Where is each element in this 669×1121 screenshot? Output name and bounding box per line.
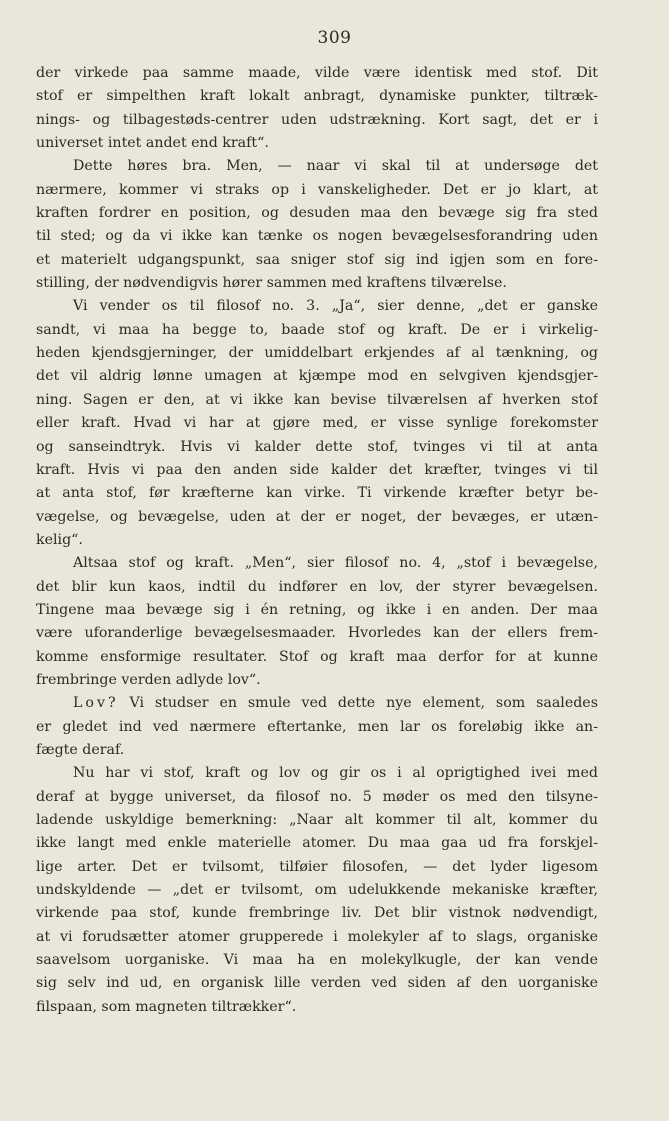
- text-line: at vi forudsætter atomer grupperede i molekyler af to slags, organiske: [36, 928, 598, 945]
- text-line: sig selv ind ud, en organisk lille verden ved siden af den uorganiske: [36, 975, 598, 992]
- text-line: der virkede paa samme maade, vilde være identisk med stof. Dit: [36, 65, 598, 81]
- text-line: ikke langt med enkle materielle atomer. Du maa gaa ud fra forskjel-: [36, 835, 598, 852]
- text-line: eller kraft. Hvad vi har at gjøre med, er visse synlige forekomster: [36, 415, 598, 432]
- text-line: frembringe verden adlyde lov“.: [36, 671, 261, 688]
- text-line: fægte deraf.: [36, 741, 125, 758]
- spaced-word: Lov?: [73, 695, 119, 712]
- text-line: stilling, der nødvendigvis hører sammen med kraftens tilværelse.: [36, 275, 507, 292]
- page-number: 309: [317, 28, 352, 48]
- text-line: er gledet ind ved nærmere eftertanke, men lar os foreløbig ikke an-: [36, 718, 598, 735]
- text-line: et materielt udgangspunkt, saa sniger stof sig ind igjen som en fore-: [36, 251, 598, 268]
- text-line: kraften fordrer en position, og desuden maa den bevæge sig fra sted: [36, 205, 598, 222]
- text-line: ning. Sagen er den, at vi ikke kan bevise tilværelsen af hverken stof: [36, 391, 598, 408]
- text-line: Altsaa stof og kraft. „Men“, sier filosof no. 4, „stof i bevægelse,: [73, 555, 598, 572]
- text-line: Tingene maa bevæge sig i én retning, og ikke i en anden. Der maa: [36, 601, 598, 618]
- text-line: det blir kun kaos, indtil du indfører en lov, der styrer bevægelsen.: [36, 578, 598, 595]
- text-line: stof er simpelthen kraft lokalt anbragt, dynamiske punkter, tiltræk-: [36, 88, 598, 105]
- text-line: nærmere, kommer vi straks op i vanskeligheder. Det er jo klart, at: [36, 181, 598, 198]
- text-line: være uforanderlige bevægelsesmaader. Hvorledes kan der ellers frem-: [36, 625, 598, 642]
- text-line: Lov? Vi studser en smule ved dette nye element, som saaledes: [73, 695, 598, 712]
- text-line: undskyldende — „det er tvilsomt, om udelukkende mekaniske kræfter,: [36, 882, 598, 899]
- body-text: [36, 62, 598, 1019]
- text-line: ladende uskyldige bemerkning: „Naar alt kommer til alt, kommer du: [36, 812, 598, 828]
- text-line: kraft. Hvis vi paa den anden side kalder det kræfter, tvinges vi til: [36, 461, 598, 478]
- text-line: til sted; og da vi ikke kan tænke os nogen bevægelsesforandring uden: [36, 228, 598, 245]
- text-line: virkende paa stof, kunde frembringe liv. Det blir vistnok nødvendigt,: [36, 905, 598, 922]
- text-line: Vi vender os til filosof no. 3. „Ja“, sier denne, „det er ganske: [73, 298, 598, 315]
- text-line: lige arter. Det er tvilsomt, tilføier filosofen, — det lyder ligesom: [36, 858, 598, 875]
- text-line: deraf at bygge universet, da filosof no. 5 møder os med den tilsyne-: [36, 788, 598, 805]
- text-line: komme ensformige resultater. Stof og kraft maa derfor for at kunne: [36, 648, 598, 665]
- text-line: filspaan, som magneten tiltrækker“.: [36, 998, 297, 1015]
- text-line: og sanseindtryk. Hvis vi kalder dette stof, tvinges vi til at anta: [36, 438, 598, 455]
- text-line: sandt, vi maa ha begge to, baade stof og kraft. De er i virkelig-: [36, 321, 598, 338]
- text-line: Dette høres bra. Men, — naar vi skal til at undersøge det: [73, 158, 598, 175]
- text-line: at anta stof, før kræfterne kan virke. Ti virkende kræfter betyr be-: [36, 485, 598, 502]
- text-line: det vil aldrig lønne umagen at kjæmpe mod en selvgiven kjendsgjer-: [36, 368, 598, 385]
- text-line: vægelse, og bevægelse, uden at der er noget, der bevæges, er utæn-: [36, 508, 598, 525]
- text-line: Nu har vi stof, kraft og lov og gir os i al oprigtighed ivei med: [73, 765, 598, 782]
- text-line: nings- og tilbagestøds-centrer uden udstrækning. Kort sagt, det er i: [36, 111, 598, 128]
- text-line: universet intet andet end kraft“.: [36, 135, 269, 152]
- text-line: saavelsom uorganiske. Vi maa ha en molekylkugle, der kan vende: [36, 952, 598, 969]
- text-line: kelig“.: [36, 531, 83, 548]
- text-line: heden kjendsgjerninger, der umiddelbart erkjendes af al tænkning, og: [36, 345, 598, 362]
